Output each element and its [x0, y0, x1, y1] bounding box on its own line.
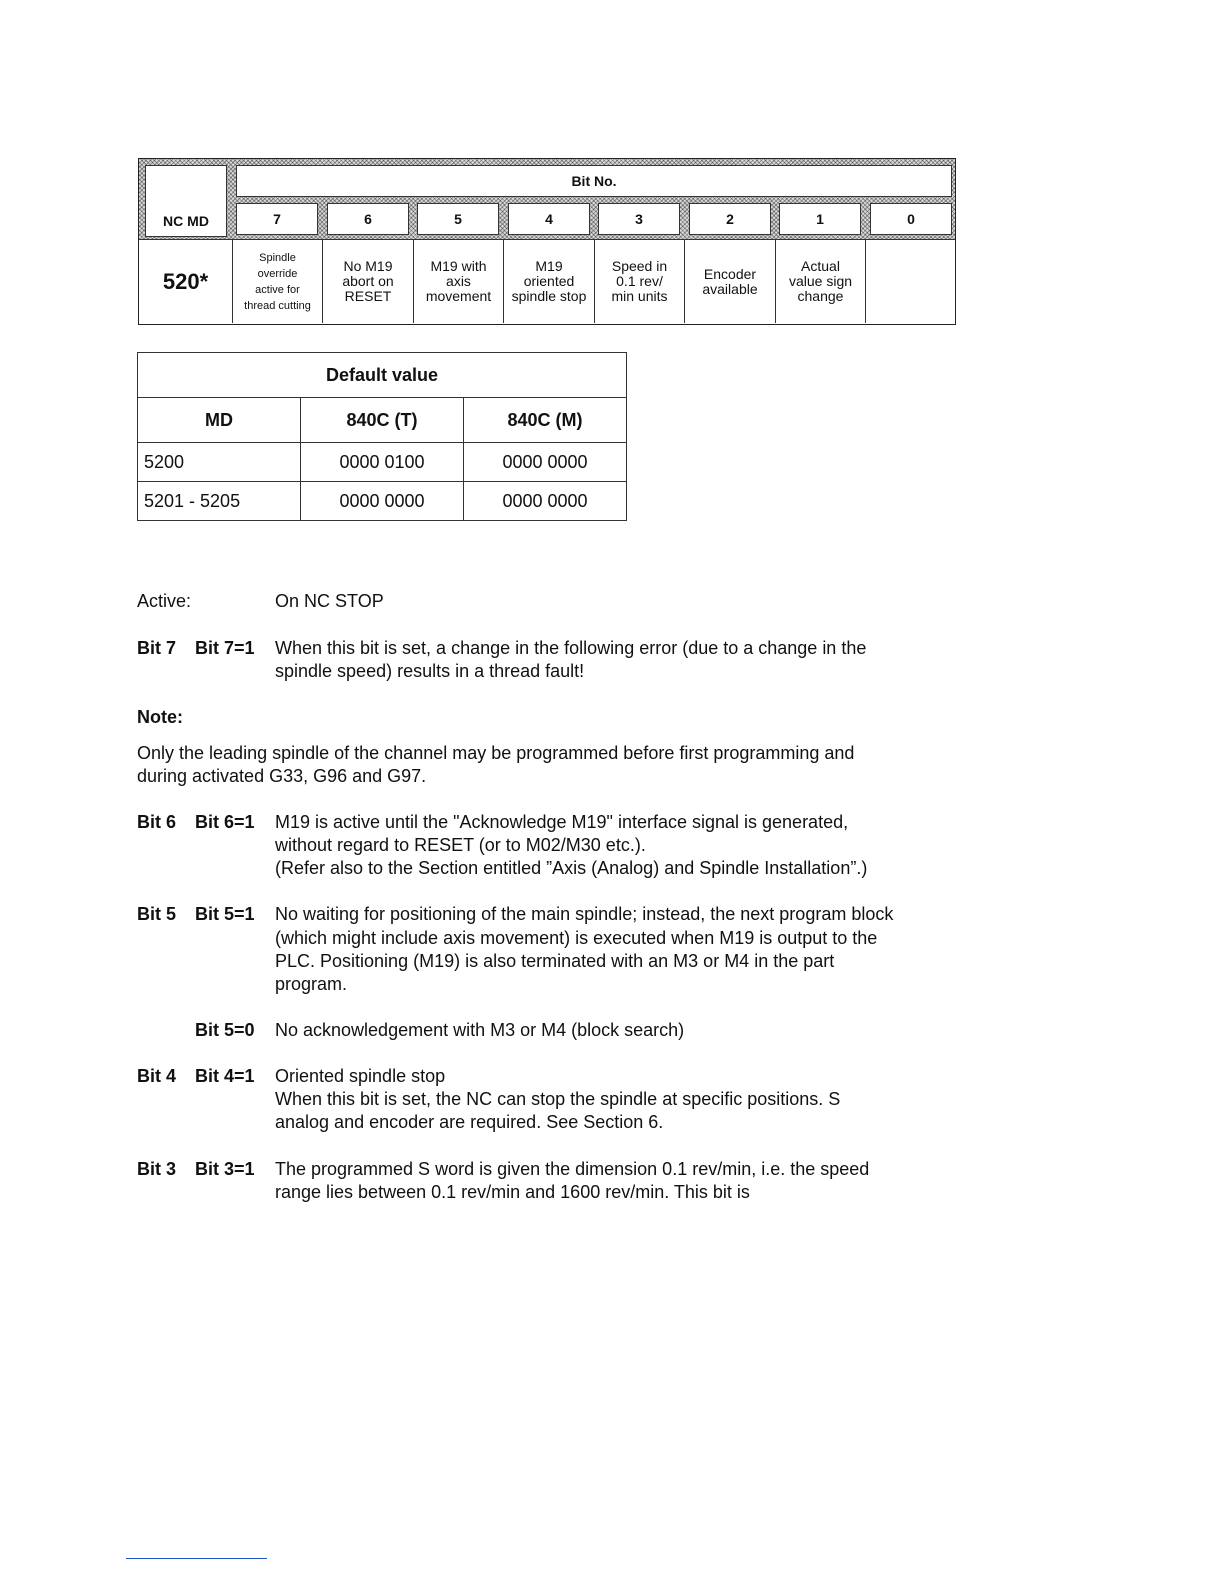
bit-number-0: 0	[870, 203, 952, 235]
bit7-condition: Bit 7=1	[195, 638, 255, 658]
bit-description-row	[139, 239, 955, 323]
desc-line: Encoder	[703, 265, 757, 282]
bit7-description	[232, 240, 322, 323]
table-row	[138, 443, 627, 482]
value-cell: 0000 0000	[464, 443, 627, 482]
md-cell: 5200	[138, 443, 301, 482]
bit5-0-text-line: No acknowledgement with M3 or M4 (block search)	[275, 1020, 685, 1040]
bit3-label: Bit 3	[137, 1159, 177, 1179]
bit2-description	[684, 240, 775, 323]
desc-line: movement	[425, 288, 492, 304]
col-header-840c-t: 840C (T)	[301, 398, 464, 443]
bit-number-4: 4	[508, 203, 590, 235]
md-number: 520*	[162, 269, 209, 294]
footnote-divider	[126, 1558, 267, 1559]
bit5-text-line: (which might include axis movement) is executed when M19 is output to the	[275, 928, 878, 948]
bit4-text-line: Oriented spindle stop	[275, 1066, 446, 1086]
col-header-840c-m: 840C (M)	[464, 398, 627, 443]
bit3-text-line: range lies between 0.1 rev/min and 1600 rev/min. This bit is	[275, 1182, 750, 1202]
bit7-label: Bit 7	[137, 638, 177, 658]
desc-line: value sign	[788, 273, 853, 289]
desc-line: thread cutting	[244, 299, 311, 312]
note-label: Note:	[137, 707, 183, 727]
value-cell: 0000 0000	[464, 482, 627, 521]
desc-line: spindle stop	[511, 288, 587, 304]
bit5-condition: Bit 5=1	[195, 904, 255, 924]
desc-line: M19 with	[430, 258, 487, 274]
bit6-description	[322, 240, 413, 323]
bit-number-7: 7	[236, 203, 318, 235]
active-value: On NC STOP	[275, 591, 384, 611]
bit-no-label: Bit No.	[236, 165, 952, 197]
desc-line: Actual	[801, 258, 840, 274]
desc-line: abort on	[342, 273, 394, 289]
bit7-text-line: When this bit is set, a change in the following error (due to a change in the	[275, 638, 867, 658]
note-text-line: Only the leading spindle of the channel may be programmed before first programming and	[137, 743, 855, 763]
desc-line: change	[797, 288, 844, 304]
bit-number-3: 3	[598, 203, 680, 235]
nc-md-label: NC MD	[145, 165, 227, 237]
bit7-text-line: spindle speed) results in a thread fault!	[275, 661, 585, 681]
bit5-0-condition: Bit 5=0	[195, 1020, 255, 1040]
table-row	[138, 482, 627, 521]
desc-line: oriented	[523, 273, 575, 289]
bit1-description	[775, 240, 865, 323]
bit6-text-line: M19 is active until the "Acknowledge M19" interface signal is generated,	[275, 812, 849, 832]
col-header-md: MD	[138, 398, 301, 443]
active-label: Active:	[137, 591, 192, 611]
bit5-text-line: program.	[275, 974, 348, 994]
desc-line: axis	[446, 273, 471, 289]
bit-number-5: 5	[417, 203, 499, 235]
bit4-text-line: analog and encoder are required. See Section 6.	[275, 1112, 664, 1132]
bit6-label: Bit 6	[137, 812, 177, 832]
bit4-condition: Bit 4=1	[195, 1066, 255, 1086]
bit6-condition: Bit 6=1	[195, 812, 255, 832]
bit-number-6: 6	[327, 203, 409, 235]
desc-line: No M19	[343, 258, 393, 274]
bit3-description	[594, 240, 684, 323]
bit4-description	[503, 240, 594, 323]
bit5-text-line: PLC. Positioning (M19) is also terminated with an M3 or M4 in the part	[275, 951, 835, 971]
desc-line: RESET	[344, 288, 392, 304]
bit3-condition: Bit 3=1	[195, 1159, 255, 1179]
bit-table	[138, 158, 956, 325]
value-cell: 0000 0100	[301, 443, 464, 482]
default-value-table	[137, 352, 627, 521]
bit4-text-line: When this bit is set, the NC can stop the spindle at specific positions. S	[275, 1089, 841, 1109]
value-cell: 0000 0000	[301, 482, 464, 521]
desc-line: available	[702, 280, 758, 297]
desc-line: override	[257, 267, 298, 280]
bit6-text-line: (Refer also to the Section entitled ”Axis (Analog) and Spindle Installation”.)	[275, 858, 868, 878]
bit3-text-line: The programmed S word is given the dimension 0.1 rev/min, i.e. the speed	[275, 1159, 870, 1179]
desc-line: Spindle	[259, 251, 296, 264]
bit0-description	[865, 240, 954, 323]
desc-line: 0.1 rev/	[616, 273, 663, 289]
bit5-text-line: No waiting for positioning of the main spindle; instead, the next program block	[275, 904, 894, 924]
md-cell: 5201 - 5205	[138, 482, 301, 521]
default-value-title: Default value	[138, 353, 627, 398]
desc-line: active for	[255, 283, 300, 296]
desc-line: M19	[535, 258, 563, 274]
bit6-text-line: without regard to RESET (or to M02/M30 etc.).	[275, 835, 646, 855]
desc-line: min units	[611, 288, 668, 304]
desc-line: Speed in	[611, 258, 668, 274]
bit-number-1: 1	[779, 203, 861, 235]
bit5-description	[413, 240, 503, 323]
bit4-label: Bit 4	[137, 1066, 177, 1086]
bit5-label: Bit 5	[137, 904, 177, 924]
note-text-line: during activated G33, G96 and G97.	[137, 766, 427, 786]
bit-number-2: 2	[689, 203, 771, 235]
